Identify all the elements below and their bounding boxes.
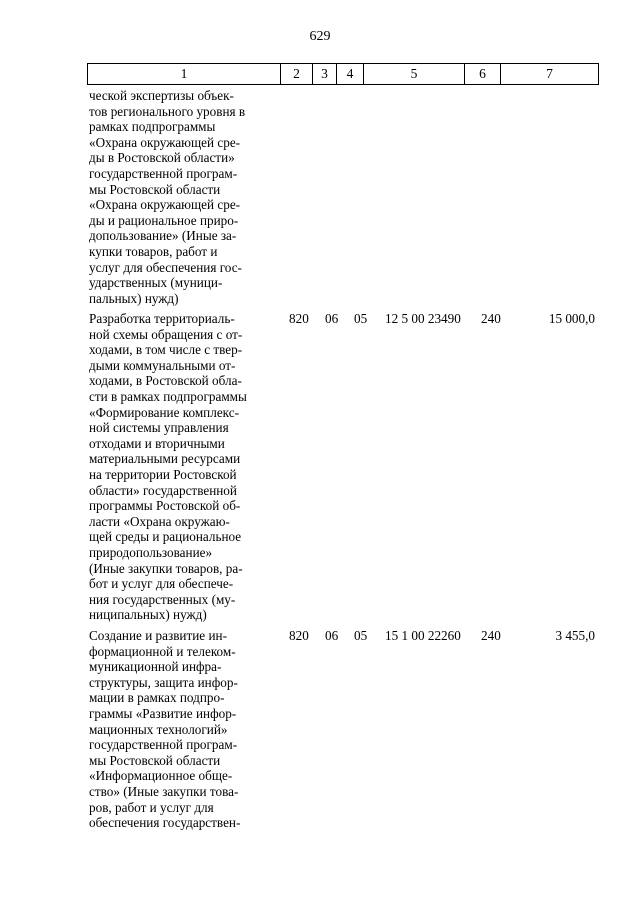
header-col-1: 1 xyxy=(88,64,281,84)
header-col-2: 2 xyxy=(281,64,313,84)
header-col-7: 7 xyxy=(546,66,553,81)
row-code: 820 xyxy=(289,311,309,326)
header-col-6: 6 xyxy=(465,64,501,84)
row-description: ческой экспертизы объек- тов регионального уровня в рамках подпрограммы «Охрана окружающей сре- ды в Ростовской области» государственной програм- мы Ростовской области «Охрана окружающей сре- ды и рациональное приро- допользование» (Иные за- купки товаров, работ и услуг для обеспечения гос- ударственных (муници- пальных) нужд) xyxy=(89,88,246,306)
header-col-3: 3 xyxy=(313,64,337,84)
row-description: Создание и развитие ин- формационной и телеком- муникационной инфра- структуры, защита инфор- мации в рамках подпро- граммы «Развитие инфор- мационных технологий» государственной програм- мы Ростовской области «Информационное обще- ство» (Иные закупки това- ров, работ и услуг для обеспечения государствен- xyxy=(89,628,241,831)
row-sum: 3 455,0 xyxy=(555,628,595,643)
header-col-4: 4 xyxy=(337,64,364,84)
row-section: 06 xyxy=(325,311,339,326)
page-number: 629 xyxy=(309,29,331,44)
row-type: 240 xyxy=(481,311,501,326)
header-col-5: 5 xyxy=(364,64,465,84)
table-header xyxy=(87,63,599,85)
row-subsection: 05 xyxy=(354,628,368,643)
row-subsection: 05 xyxy=(354,311,368,326)
row-sum: 15 000,0 xyxy=(548,311,595,326)
row-target: 15 1 00 22260 xyxy=(385,628,461,643)
row-code: 820 xyxy=(289,628,309,643)
row-description: Разработка территориаль- ной схемы обращения с от- ходами, в том числе с твер- дыми коммунальными от- ходами, в Ростовской обла- сти в рамках подпрограммы «Формирование комплекс- ной системы управления отходами и вторичными материальными ресурсами на территории Ростовской области» государственной программы Ростовской об- ласти «Охрана окружаю- щей среды и рациональное природопользование» (Иные закупки товаров, ра- бот и услуг для обеспече- ния государственных (му- ниципальных) нужд) xyxy=(89,311,247,623)
row-target: 12 5 00 23490 xyxy=(385,311,461,326)
row-type: 240 xyxy=(481,628,501,643)
row-section: 06 xyxy=(325,628,339,643)
